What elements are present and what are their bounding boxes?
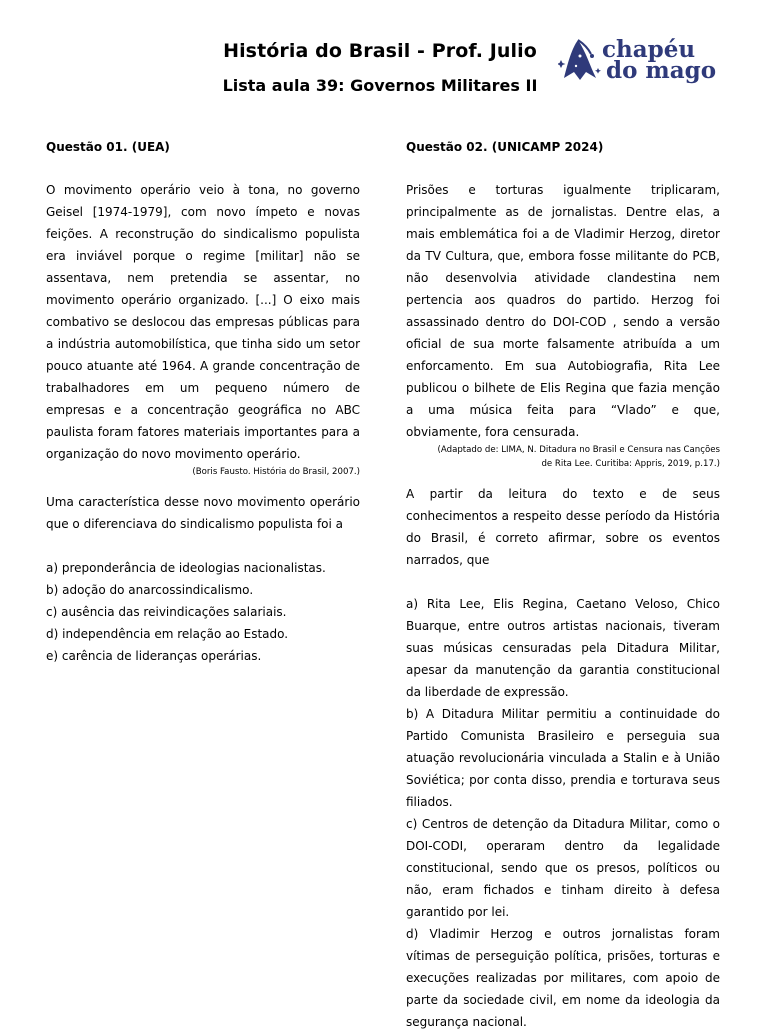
page-title: História do Brasil - Prof. Julio (223, 40, 537, 62)
question-2 (406, 137, 720, 1033)
question-2-option-b[interactable]: b) A Ditadura Militar permitiu a continuidade do Partido Comunista Brasileiro e perseguia sua atuação revolucionária vinculada a Stalin e à União Soviética; por conta disso, prendia e torturava seus filiados. (406, 707, 720, 809)
question-1-option-b[interactable]: b) adoção do anarcossindicalismo. (46, 583, 254, 597)
page-header (0, 0, 768, 110)
logo-text-line2: do mago (606, 57, 717, 84)
question-1-source: (Boris Fausto. História do Brasil, 2007.) (192, 467, 360, 477)
question-2-prompt: A partir da leitura do texto e de seus conhecimentos a respeito desse período da História do Brasil, é correto afirmar, sobre os eventos narrados, que (406, 487, 720, 567)
logo (558, 38, 718, 86)
question-2-option-a[interactable]: a) Rita Lee, Elis Regina, Caetano Veloso, Chico Buarque, entre outros artistas nacionais, tiveram suas músicas censuradas pela Ditadura Militar, apesar da manutenção da garantia constitucional da liberdade de expressão. (406, 597, 720, 699)
question-1-option-a[interactable]: a) preponderância de ideologias nacionalistas. (46, 561, 326, 575)
page-subtitle: Lista aula 39: Governos Militares II (222, 76, 538, 95)
question-1-title: Questão 01. (UEA) (46, 140, 170, 154)
question-2-option-c[interactable]: c) Centros de detenção da Ditadura Militar, como o DOI-CODI, operaram dentro da legalidade constitucional, sendo que os presos, políticos ou não, eram fichados e tinham direito à defesa garantido por lei. (406, 817, 720, 919)
wizard-hat-icon (558, 38, 602, 84)
question-2-source-line2: de Rita Lee. Curitiba: Appris, 2019, p.17.) (541, 459, 720, 469)
question-2-source-line1: (Adaptado de: LIMA, N. Ditadura no Brasil e Censura nas Canções (437, 445, 720, 455)
question-1-text: O movimento operário veio à tona, no governo Geisel [1974-1979], com novo ímpeto e novas feições. A reconstrução do sindicalismo populista era inviável porque o regime [militar] não se assentava, nem pretendia se assentar, no movimento operário organizado. [...] O eixo mais combativo se deslocou das empresas públicas para a indústria automobilística, que tinha sido um setor pouco atuante até 1964. A grande concentração de trabalhadores em um pequeno número de empresas e a concentração geográfica no ABC paulista foram fatores materiais importantes para a organização do novo movimento operário. (46, 183, 360, 461)
question-1-prompt: Uma característica desse novo movimento operário que o diferenciava do sindicalismo populista foi a (46, 495, 360, 531)
question-1-option-c[interactable]: c) ausência das reivindicações salariais. (46, 605, 287, 619)
question-1 (46, 137, 360, 667)
question-2-text: Prisões e torturas igualmente triplicaram, principalmente as de jornalistas. Dentre elas, a mais emblemática foi a de Vladimir Herzog, diretor da TV Cultura, que, embora fosse militante do PCB, não desenvolvia atividade clandestina nem pertencia aos quadros do partido. Herzog foi assassinado dentro do DOI-COD , sendo a versão oficial de sua morte falsamente atribuída a um enforcamento. Em sua Autobiografia, Rita Lee publicou o bilhete de Elis Regina que fazia menção a uma música feita para “Vlado” e que, obviamente, fora censurada. (406, 183, 720, 439)
question-2-option-d[interactable]: d) Vladimir Herzog e outros jornalistas foram vítimas de perseguição política, prisões, torturas e execuções realizadas por militares, com apoio de parte da sociedade civil, em nome da ideologia da segurança nacional. (406, 927, 720, 1029)
question-1-option-e[interactable]: e) carência de lideranças operárias. (46, 649, 262, 663)
question-2-title: Questão 02. (UNICAMP 2024) (406, 140, 604, 154)
question-1-option-d[interactable]: d) independência em relação ao Estado. (46, 627, 289, 641)
logo-text-line1: chapéu (602, 36, 696, 63)
